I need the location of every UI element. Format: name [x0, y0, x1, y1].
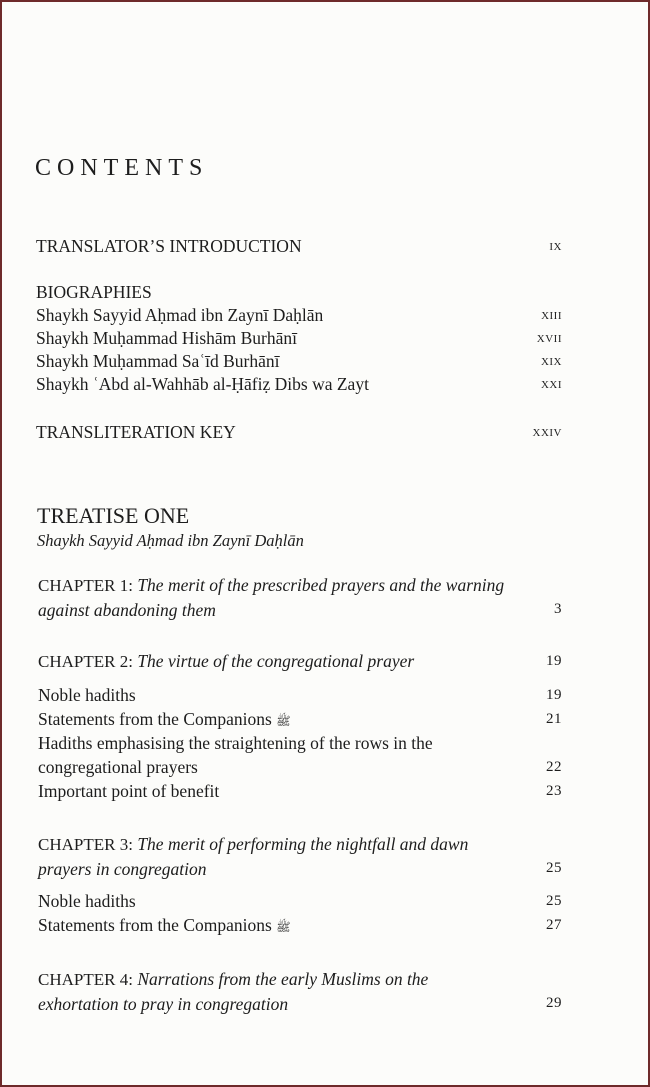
- chapter-title-cont: against abandoning them: [38, 600, 216, 620]
- toc-entry[interactable]: [36, 350, 562, 373]
- toc-entry-page: 27: [546, 917, 562, 933]
- toc-entry[interactable]: [36, 304, 562, 327]
- chapter-title: The merit of performing the nightfall and dawn: [137, 834, 469, 854]
- chapter-label: CHAPTER 2:: [38, 652, 133, 671]
- toc-entry-title: TRANSLITERATION KEY: [36, 422, 236, 442]
- toc-section-heading: [36, 281, 562, 304]
- chapter-label: CHAPTER 3:: [38, 835, 133, 854]
- chapter-title: The merit of the prescribed prayers and the warning: [137, 575, 505, 595]
- toc-entry-title: Shaykh Muḥammad Hishām Burhānī: [36, 328, 298, 348]
- toc-entry-page: 21: [546, 711, 562, 727]
- toc-entry[interactable]: [36, 421, 562, 444]
- toc-entry[interactable]: [36, 327, 562, 350]
- toc-entry[interactable]: [36, 235, 562, 258]
- toc-chapter[interactable]: [38, 967, 562, 1016]
- treatise-author: Shaykh Sayyid Aḥmad ibn Zaynī Daḥlān: [37, 531, 304, 550]
- toc-entry-page: xvii: [536, 330, 562, 346]
- chapter-label: CHAPTER 4:: [38, 970, 133, 989]
- toc-entry-title: Important point of benefit: [38, 781, 220, 801]
- toc-chapter[interactable]: [38, 573, 562, 622]
- toc-entry[interactable]: [38, 780, 562, 803]
- toc-entry-title: Shaykh Muḥammad Saʿīd Burhānī: [36, 351, 280, 371]
- toc-entry-title: Shaykh Sayyid Aḥmad ibn Zaynī Daḥlān: [36, 305, 324, 325]
- chapter-title-cont: prayers in congregation: [38, 859, 207, 879]
- treatise-title: TREATISE ONE: [37, 503, 190, 528]
- toc-entry-title: Noble hadiths: [38, 891, 136, 911]
- toc-entry-page: 25: [546, 860, 562, 876]
- toc-entry[interactable]: [38, 684, 562, 707]
- toc-entry-title: congregational prayers: [38, 757, 198, 777]
- honorific-glyph: ﷺ: [276, 714, 291, 728]
- toc-entry-title: BIOGRAPHIES: [36, 282, 152, 302]
- toc-entry-page: 22: [546, 759, 562, 775]
- toc-entry[interactable]: [36, 373, 562, 396]
- chapter-title: Narrations from the early Muslims on the: [137, 969, 429, 989]
- toc-entry[interactable]: [38, 732, 562, 755]
- chapter-title-cont: exhortation to pray in congregation: [38, 994, 289, 1014]
- toc-chapter[interactable]: [38, 832, 562, 881]
- chapter-label: CHAPTER 1:: [38, 576, 133, 595]
- toc-entry-title: Statements from the Companions: [38, 709, 272, 729]
- toc-entry-page: xxi: [540, 376, 562, 392]
- toc-entry[interactable]: [38, 914, 562, 939]
- toc-entry[interactable]: [38, 708, 562, 733]
- toc-chapter[interactable]: [38, 650, 562, 673]
- page-title: CONTENTS: [35, 155, 209, 181]
- toc-entry-title: Statements from the Companions: [38, 915, 272, 935]
- toc-entry-page: 25: [546, 893, 562, 909]
- toc-entry-title: TRANSLATOR’S INTRODUCTION: [36, 236, 302, 256]
- toc-entry-title: Hadiths emphasising the straightening of the rows in the: [38, 733, 433, 753]
- honorific-glyph: ﷺ: [276, 920, 291, 934]
- toc-entry-page: xxiv: [532, 424, 562, 440]
- toc-entry-page: 19: [546, 653, 562, 669]
- toc-entry-page: 19: [546, 687, 562, 703]
- toc-entry-page: xix: [540, 353, 562, 369]
- toc-entry-cont[interactable]: [38, 756, 562, 779]
- toc-entry-page: 3: [554, 601, 562, 617]
- toc-entry-page: ix: [549, 238, 562, 254]
- chapter-title: The virtue of the congregational prayer: [137, 651, 415, 671]
- toc-entry-page: 23: [546, 783, 562, 799]
- toc-entry[interactable]: [38, 890, 562, 913]
- toc-entry-page: 29: [546, 995, 562, 1011]
- toc-entry-title: Shaykh ʿAbd al-Wahhāb al-Ḥāfiẓ Dibs wa Zayt: [36, 374, 369, 394]
- toc-entry-title: Noble hadiths: [38, 685, 136, 705]
- toc-entry-page: xiii: [541, 307, 562, 323]
